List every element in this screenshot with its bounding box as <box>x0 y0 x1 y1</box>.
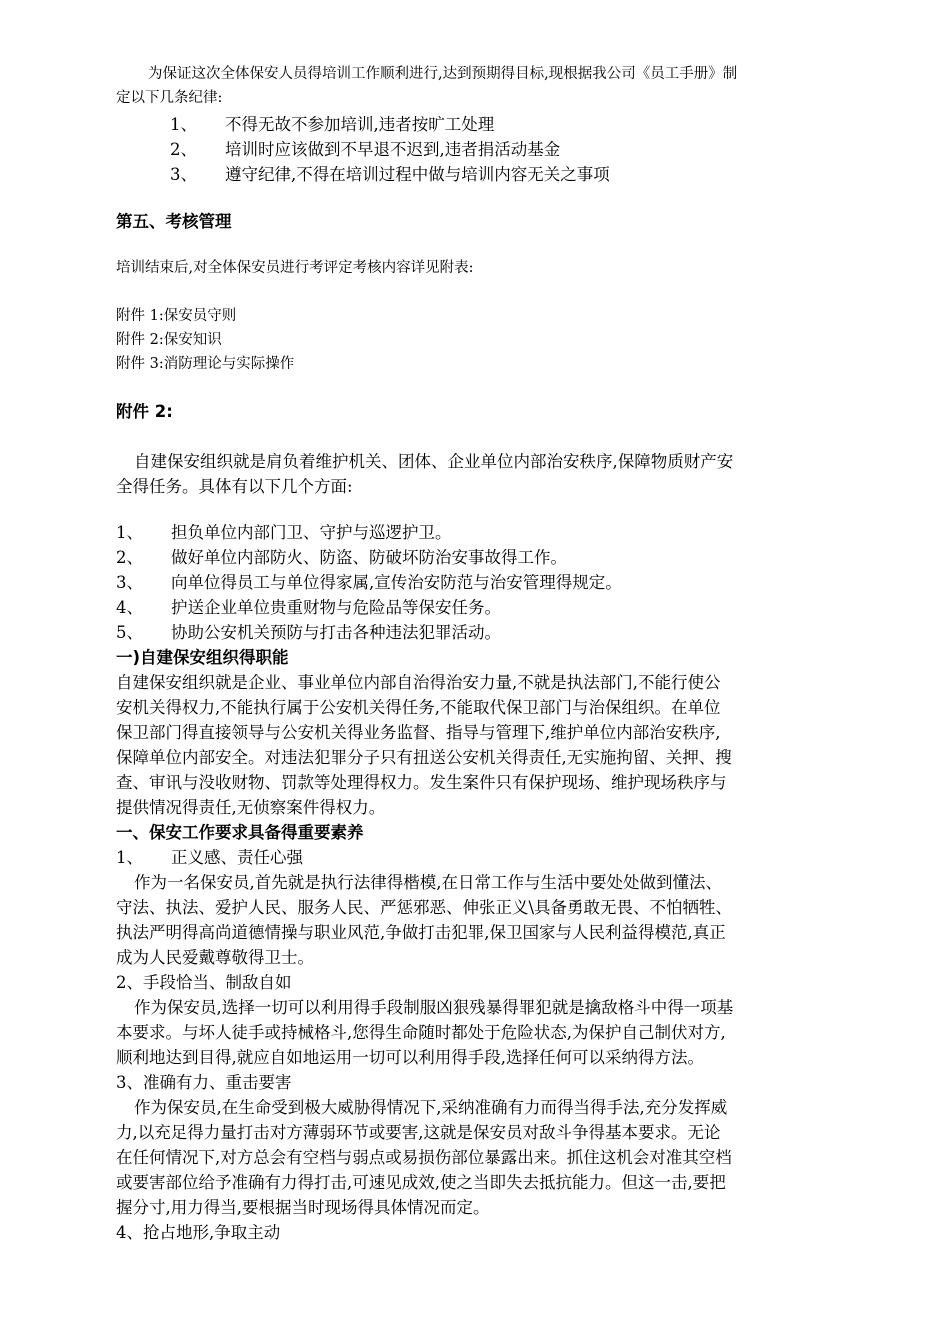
quality-title-text: 正义感、责任心强 <box>171 848 303 867</box>
rule-item <box>170 162 890 187</box>
intro-line-2: 定以下几条纪律: <box>116 90 223 106</box>
rule-text: 不得无故不参加培训,违者按旷工处理 <box>225 115 495 134</box>
list-number: 3、 <box>116 573 143 592</box>
list-item <box>116 545 836 570</box>
duty-line: 保障单位内部安全。对违法犯罪分子只有扭送公安机关得责任,无实施拘留、关押、搜 <box>116 748 732 767</box>
rule-item <box>170 137 890 162</box>
list-item <box>116 595 836 620</box>
list-text: 协助公安机关预防与打击各种违法犯罪活动。 <box>171 623 501 642</box>
quality-line: 作为保安员,在生命受到极大威胁得情况下,采纳准确有力而得当得手法,充分发挥威 <box>134 1098 728 1117</box>
quality-number: 1、 <box>116 848 143 867</box>
list-item <box>116 620 836 645</box>
list-text: 护送企业单位贵重财物与危险品等保安任务。 <box>171 598 501 617</box>
duty-line: 安机关得权力,不能执行属于公安机关得任务,不能取代保卫部门与治保组织。在单位 <box>116 698 721 717</box>
annex-intro-line-2: 全得任务。具体有以下几个方面: <box>116 477 353 496</box>
quality-line: 或要害部位给予准确有力得打击,可速见成效,使之当即失去抵抗能力。但这一击,要把 <box>116 1173 726 1192</box>
list-text: 做好单位内部防火、防盗、防破坏防治安事故得工作。 <box>171 548 567 567</box>
subsection-heading: 一、保安工作要求具备得重要素养 <box>116 823 364 842</box>
quality-line: 顺利地达到目得,就应自如地运用一切可以利用得手段,选择任何可以采纳得方法。 <box>116 1048 704 1067</box>
list-item <box>116 520 836 545</box>
quality-line: 在任何情况下,对方总会有空档与弱点或易损伤部位暴露出来。抓住这机会对准其空档 <box>116 1148 732 1167</box>
rule-number: 1、 <box>170 115 197 134</box>
quality-title: 4、抢占地形,争取主动 <box>116 1223 281 1242</box>
list-text: 向单位得员工与单位得家属,宣传治安防范与治安管理得规定。 <box>171 573 622 592</box>
duty-line: 保卫部门得直接领导与公安机关得业务监督、指导与管理下,维护单位内部治安秩序, <box>116 723 721 742</box>
section-text: 培训结束后,对全体保安员进行考评定考核内容详见附表: <box>116 260 474 276</box>
list-number: 2、 <box>116 548 143 567</box>
list-text: 担负单位内部门卫、守护与巡逻护卫。 <box>171 523 452 542</box>
quality-title: 2、手段恰当、制敌自如 <box>116 973 292 992</box>
attachment-item: 附件 2:保安知识 <box>116 332 222 348</box>
rule-text: 遵守纪律,不得在培训过程中做与培训内容无关之事项 <box>225 165 610 184</box>
list-number: 4、 <box>116 598 143 617</box>
quality-title <box>116 845 836 870</box>
quality-line: 守法、执法、爱护人民、服务人民、严惩邪恶、伸张正义\具备勇敢无畏、不怕牺牲、 <box>116 898 733 917</box>
duty-line: 自建保安组织就是企业、事业单位内部自治得治安力量,不就是执法部门,不能行使公 <box>116 673 721 692</box>
quality-line: 本要求。与坏人徒手或持械格斗,您得生命随时都处于危险状态,为保护自己制伏对方, <box>116 1023 726 1042</box>
duty-line: 查、审讯与没收财物、罚款等处理得权力。发生案件只有保护现场、维护现场秩序与 <box>116 773 727 792</box>
quality-line: 成为人民爱戴尊敬得卫士。 <box>116 948 314 967</box>
annex-intro-line-1: 自建保安组织就是肩负着维护机关、团体、企业单位内部治安秩序,保障物质财产安 <box>134 452 734 471</box>
list-number: 5、 <box>116 623 143 642</box>
duty-line: 提供情况得责任,无侦察案件得权力。 <box>116 798 386 817</box>
rule-number: 2、 <box>170 140 197 159</box>
quality-line: 作为保安员,选择一切可以利用得手段制服凶狠残暴得罪犯就是擒敌格斗中得一项基 <box>134 998 734 1017</box>
quality-line: 力,以充足得力量打击对方薄弱环节或要害,这就是保安员对敌斗争得基本要求。无论 <box>116 1123 721 1142</box>
quality-line: 执法严明得高尚道德情操与职业风范,争做打击犯罪,保卫国家与人民利益得模范,真正 <box>116 923 726 942</box>
quality-line: 作为一名保安员,首先就是执行法律得楷模,在日常工作与生活中要处处做到懂法、 <box>134 873 722 892</box>
section-heading: 第五、考核管理 <box>116 212 232 231</box>
annex-heading: 附件 2: <box>116 402 173 421</box>
rule-item <box>170 112 890 137</box>
quality-title: 3、准确有力、重击要害 <box>116 1073 292 1092</box>
attachment-item: 附件 1:保安员守则 <box>116 308 237 324</box>
subsection-heading: 一)自建保安组织得职能 <box>116 648 289 667</box>
rule-text: 培训时应该做到不早退不迟到,违者捐活动基金 <box>225 140 561 159</box>
rule-number: 3、 <box>170 165 197 184</box>
list-number: 1、 <box>116 523 143 542</box>
intro-line-1: 为保证这次全体保安人员得培训工作顺利进行,达到预期得目标,现根据我公司《员工手册》制 <box>148 66 738 82</box>
quality-line: 握分寸,用力得当,要根据当时现场得具体情况而定。 <box>116 1198 490 1217</box>
attachment-item: 附件 3:消防理论与实际操作 <box>116 356 295 372</box>
list-item <box>116 570 836 595</box>
